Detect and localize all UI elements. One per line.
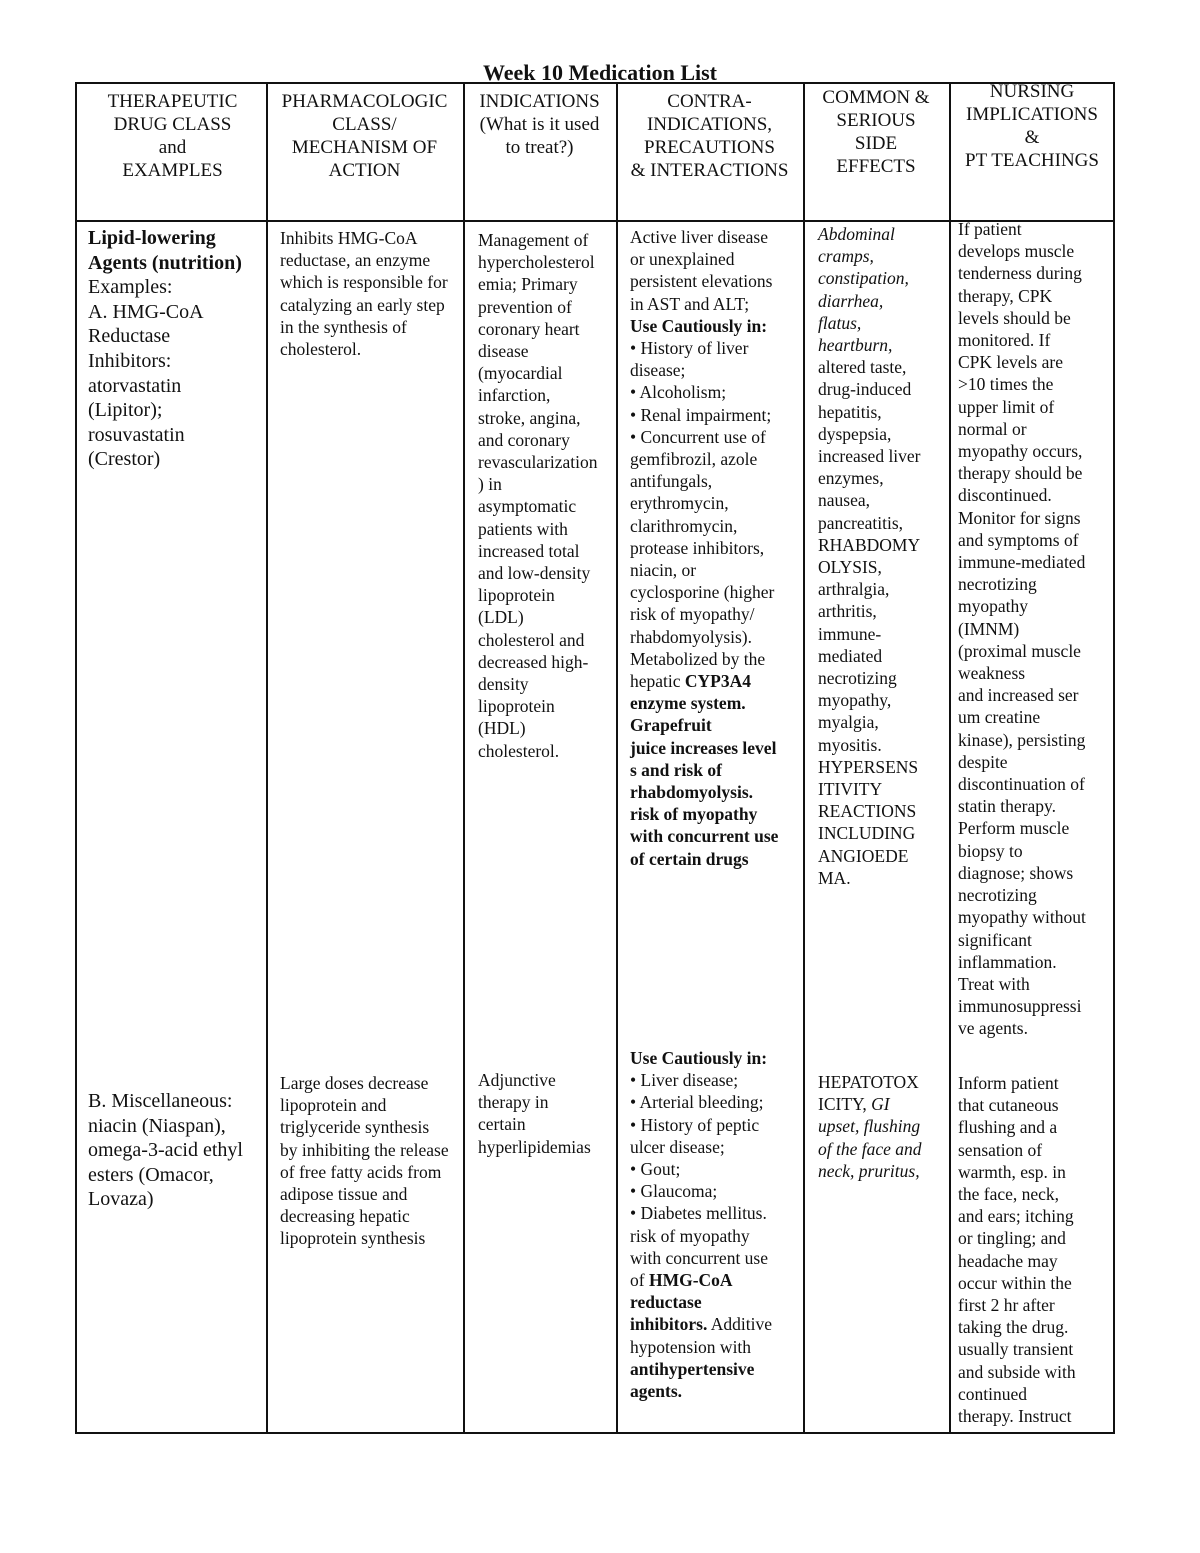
- row2-drug-class: B. Miscellaneous: niacin (Niaspan), omega-3-acid ethyl esters (Omacor, Lovaza): [88, 1090, 243, 1211]
- row2-contra-caution-list: • Liver disease; • Arterial bleeding; • History of peptic ulcer disease; • Gout; • Glaucoma; • Diabetes mellitus. risk of myopathy with concurrent use of: [630, 1070, 769, 1291]
- row1-contra-caution-list: • History of liver disease; • Alcoholism; • Renal impairment; • Concurrent use of gemfibrozil, azole antifungals, erythromycin, clarithromycin, protease inhibitors, niacin, or cyclosporine (higher risk of myopathy/ rhabdomyolysis). Metabolized by the hepatic: [630, 338, 775, 692]
- column-divider: [463, 84, 465, 1432]
- row2-contra-hmg: HMG-CoA reductase inhibitors.: [630, 1270, 733, 1335]
- row1-side-effects-common: Abdominal cramps, constipation, diarrhea, flatus, heartburn,: [818, 224, 909, 356]
- row2-indications: Adjunctive therapy in certain hyperlipidemias: [478, 1070, 591, 1157]
- row1-drug-class: [88, 226, 264, 472]
- row1-drug-class-title: Lipid-lowering Agents (nutrition): [88, 227, 242, 274]
- row1-contra-caution-heading: Use Cautiously in:: [630, 315, 768, 336]
- medication-table: [75, 82, 1115, 1434]
- row2-side-effects-serious: HEPATOTOX ICITY,: [818, 1072, 919, 1115]
- header-indications: INDICATIONS (What is it used to treat?): [479, 91, 600, 158]
- column-divider: [616, 84, 618, 1432]
- header-nursing: NURSING IMPLICATIONS & PT TEACHINGS: [965, 81, 1099, 171]
- row1-contra-main: Active liver disease or unexplained persistent elevations in AST and ALT;: [630, 227, 773, 314]
- row1-contraindications: [630, 226, 802, 870]
- row1-contra-interactions: CYP3A4 enzyme system. Grapefruit juice increases level s and risk of rhabdomyolysis. risk of myopathy with concurrent use of certain drugs: [630, 671, 779, 869]
- header-side-effects: COMMON & SERIOUS SIDE EFFECTS: [822, 87, 930, 177]
- row2-contra-hypotension: Additive hypotension with: [630, 1314, 772, 1357]
- header-contraindications: CONTRA- INDICATIONS, PRECAUTIONS & INTERACTIONS: [630, 91, 789, 181]
- row2-side-effects: [818, 1071, 948, 1182]
- row2-nursing: Inform patient that cutaneous flushing and a sensation of warmth, esp. in the face, neck, and ears; itching or tingling; and headache may occur within the first 2 hr after taking the drug. usually transient and subside with continued therapy. Instruct: [958, 1073, 1076, 1427]
- row2-contra-caution-heading: Use Cautiously in:: [630, 1048, 768, 1068]
- row1-side-effects: [818, 223, 948, 889]
- column-divider: [266, 84, 268, 1432]
- row1-indications: Management of hypercholesterol emia; Primary prevention of coronary heart disease (myocardial infarction, stroke, angina, and coronary revascularization ) in asymptomatic patients with increased total and low-density lipoprotein (LDL) cholesterol and decreased high- density lipoprotein (HDL) cholesterol.: [478, 230, 598, 761]
- row1-drug-class-examples: Examples: A. HMG-CoA Reductase Inhibitors: atorvastatin (Lipitor); rosuvastatin (Crestor): [88, 276, 204, 471]
- column-divider: [949, 84, 951, 1432]
- header-mechanism: PHARMACOLOGIC CLASS/ MECHANISM OF ACTION: [281, 91, 448, 181]
- row1-nursing: If patient develops muscle tenderness during therapy, CPK levels should be monitored. If CPK levels are >10 times the upper limit of normal or myopathy occurs, therapy should be discontinued. Monitor for signs and symptoms of immune-mediated necrotizing myopathy (IMNM) (proximal muscle weakness and increased ser um creatine kinase), persisting despite discontinuation of statin therapy. Perform muscle biopsy to diagnose; shows necrotizing myopathy without significant inflammation. Treat with immunosuppressi ve agents.: [958, 219, 1086, 1039]
- row1-mechanism: Inhibits HMG-CoA reductase, an enzyme which is responsible for catalyzing an early step in the synthesis of cholesterol.: [280, 228, 448, 360]
- header-drug-class: THERAPEUTIC DRUG CLASS and EXAMPLES: [107, 91, 238, 181]
- row2-mechanism: Large doses decrease lipoprotein and triglyceride synthesis by inhibiting the release of free fatty acids from adipose tissue and decreasing hepatic lipoprotein synthesis: [280, 1073, 449, 1249]
- row2-contra-antihypertensive: antihypertensive agents.: [630, 1358, 755, 1402]
- column-divider: [803, 84, 805, 1432]
- page-title: Week 10 Medication List: [482, 60, 718, 85]
- row1-side-effects-serious: altered taste, drug-induced hepatitis, dyspepsia, increased liver enzymes, nausea, pancreatitis, RHABDOMY OLYSIS, arthralgia, arthritis, immune- mediated necrotizing myopathy, myalgia, myositis. HYPERSENS ITIVITY REACTIONS INCLUDING ANGIOEDE MA.: [818, 357, 921, 888]
- row2-side-effects-common: GI upset, flushing of the face and neck, pruritus,: [818, 1094, 922, 1181]
- row2-contraindications: [630, 1047, 802, 1402]
